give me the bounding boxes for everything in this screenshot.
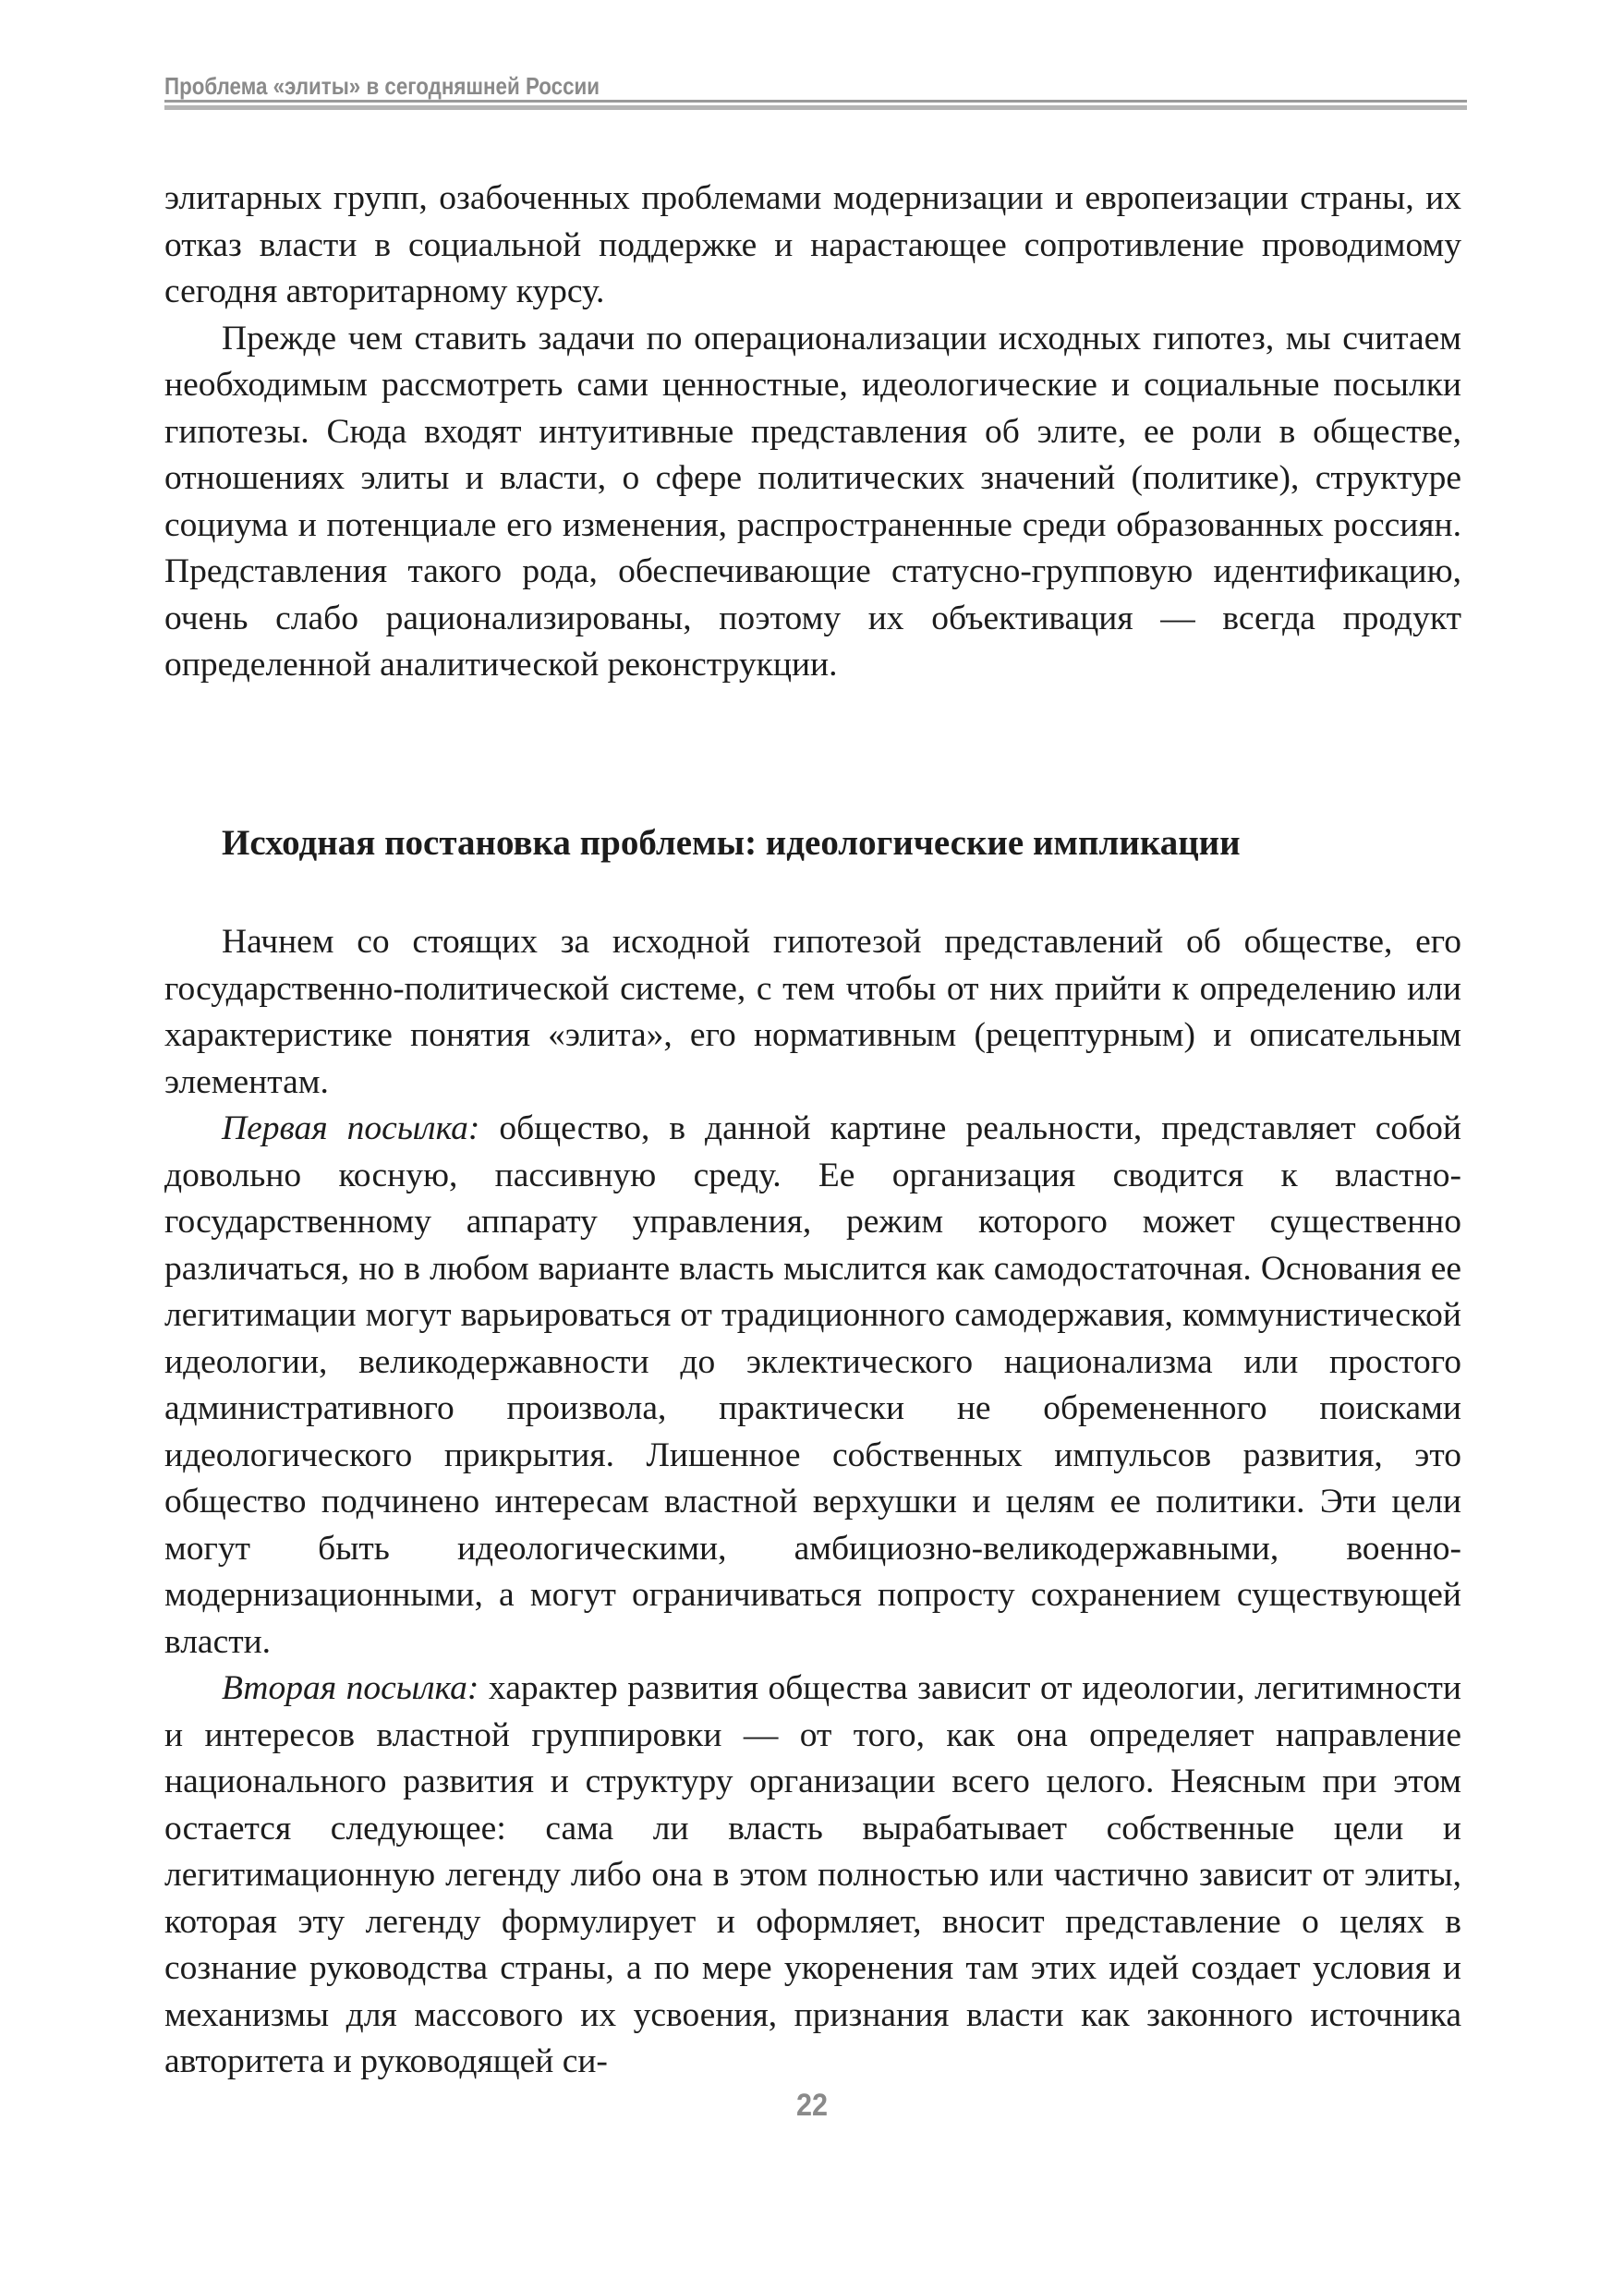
running-header: Проблема «элиты» в сегодняшней России	[164, 72, 600, 100]
paragraph-first-premise	[164, 1106, 1461, 1666]
paragraph-second-premise	[164, 1666, 1461, 2086]
premise-text: характер развития общества зависит от идеологии, легитимности и интересов властной группировки — от того, как она определяет направление национального развития и структуру организации всего целого. Неясным при этом остается следующее: сама ли власть вырабатывает собственные цели и легитимационную легенду либо она в этом полностью или частично зависит от элиты, которая эту легенду формулирует и оформляет, вносит представление о целях в сознание руководства страны, а по мере укоренения там этих идей создает условия и механизмы для массового их усвоения, признания власти как законного источника авторитета и руководящей си-	[164, 1669, 1461, 2080]
body-text-top	[164, 176, 1461, 689]
header-rule-thin	[164, 100, 1467, 103]
page-number: 22	[795, 2088, 829, 2123]
paragraph-continued: элитарных групп, озабоченных проблемами модернизации и европеизации страны, их отказ власти в социальной поддержке и нарастающее сопротивление проводимому сегодня авторитарному курсу.	[164, 179, 1461, 310]
section-heading: Исходная постановка проблемы: идеологические импликации	[222, 823, 1241, 863]
premise-lead-in: Первая посылка:	[222, 1109, 480, 1147]
paragraph: Прежде чем ставить задачи по операционализации исходных гипотез, мы считаем необходимым рассмотреть сами ценностные, идеологические и социальные посылки гипотезы. Сюда входят интуитивные представления об элите, ее роли в обществе, отношениях элиты и власти, о сфере политических значений (политике), структуре социума и потенциале его изменения, распространенные среди образованных россиян. Представления такого рода, обеспечивающие статусно-групповую идентификацию, очень слабо рационализированы, поэтому их объективация — всегда продукт определенной аналитической реконструкции.	[164, 319, 1461, 684]
body-text-section	[164, 919, 1461, 2086]
premise-text: общество, в данной картине реальности, представляет собой довольно косную, пассивную среду. Ее организация сводится к властно-государственному аппарату управления, режим которого может существенно различаться, но в любом варианте власть мыслится как самодостаточная. Основания ее легитимации могут варьироваться от традиционного самодержавия, коммунистической идеологии, великодержавности до эклектического национализма или простого административного произвола, практически не обремененного поисками идеологического прикрытия. Лишенное собственных импульсов развития, это общество подчинено интересам властной верхушки и целям ее политики. Эти цели могут быть идеологическими, амбициозно-великодержавными, военно-модернизационными, а могут ограничиваться попросту сохранением существующей власти.	[164, 1109, 1461, 1661]
premise-lead-in: Вторая посылка:	[222, 1669, 479, 1707]
header-rule-thick	[164, 105, 1467, 110]
paragraph: Начнем со стоящих за исходной гипотезой представлений об обществе, его государственно-политической системе, с тем чтобы от них прийти к определению или характеристике понятия «элита», его нормативным (рецептурным) и описательным элементам.	[164, 923, 1461, 1101]
